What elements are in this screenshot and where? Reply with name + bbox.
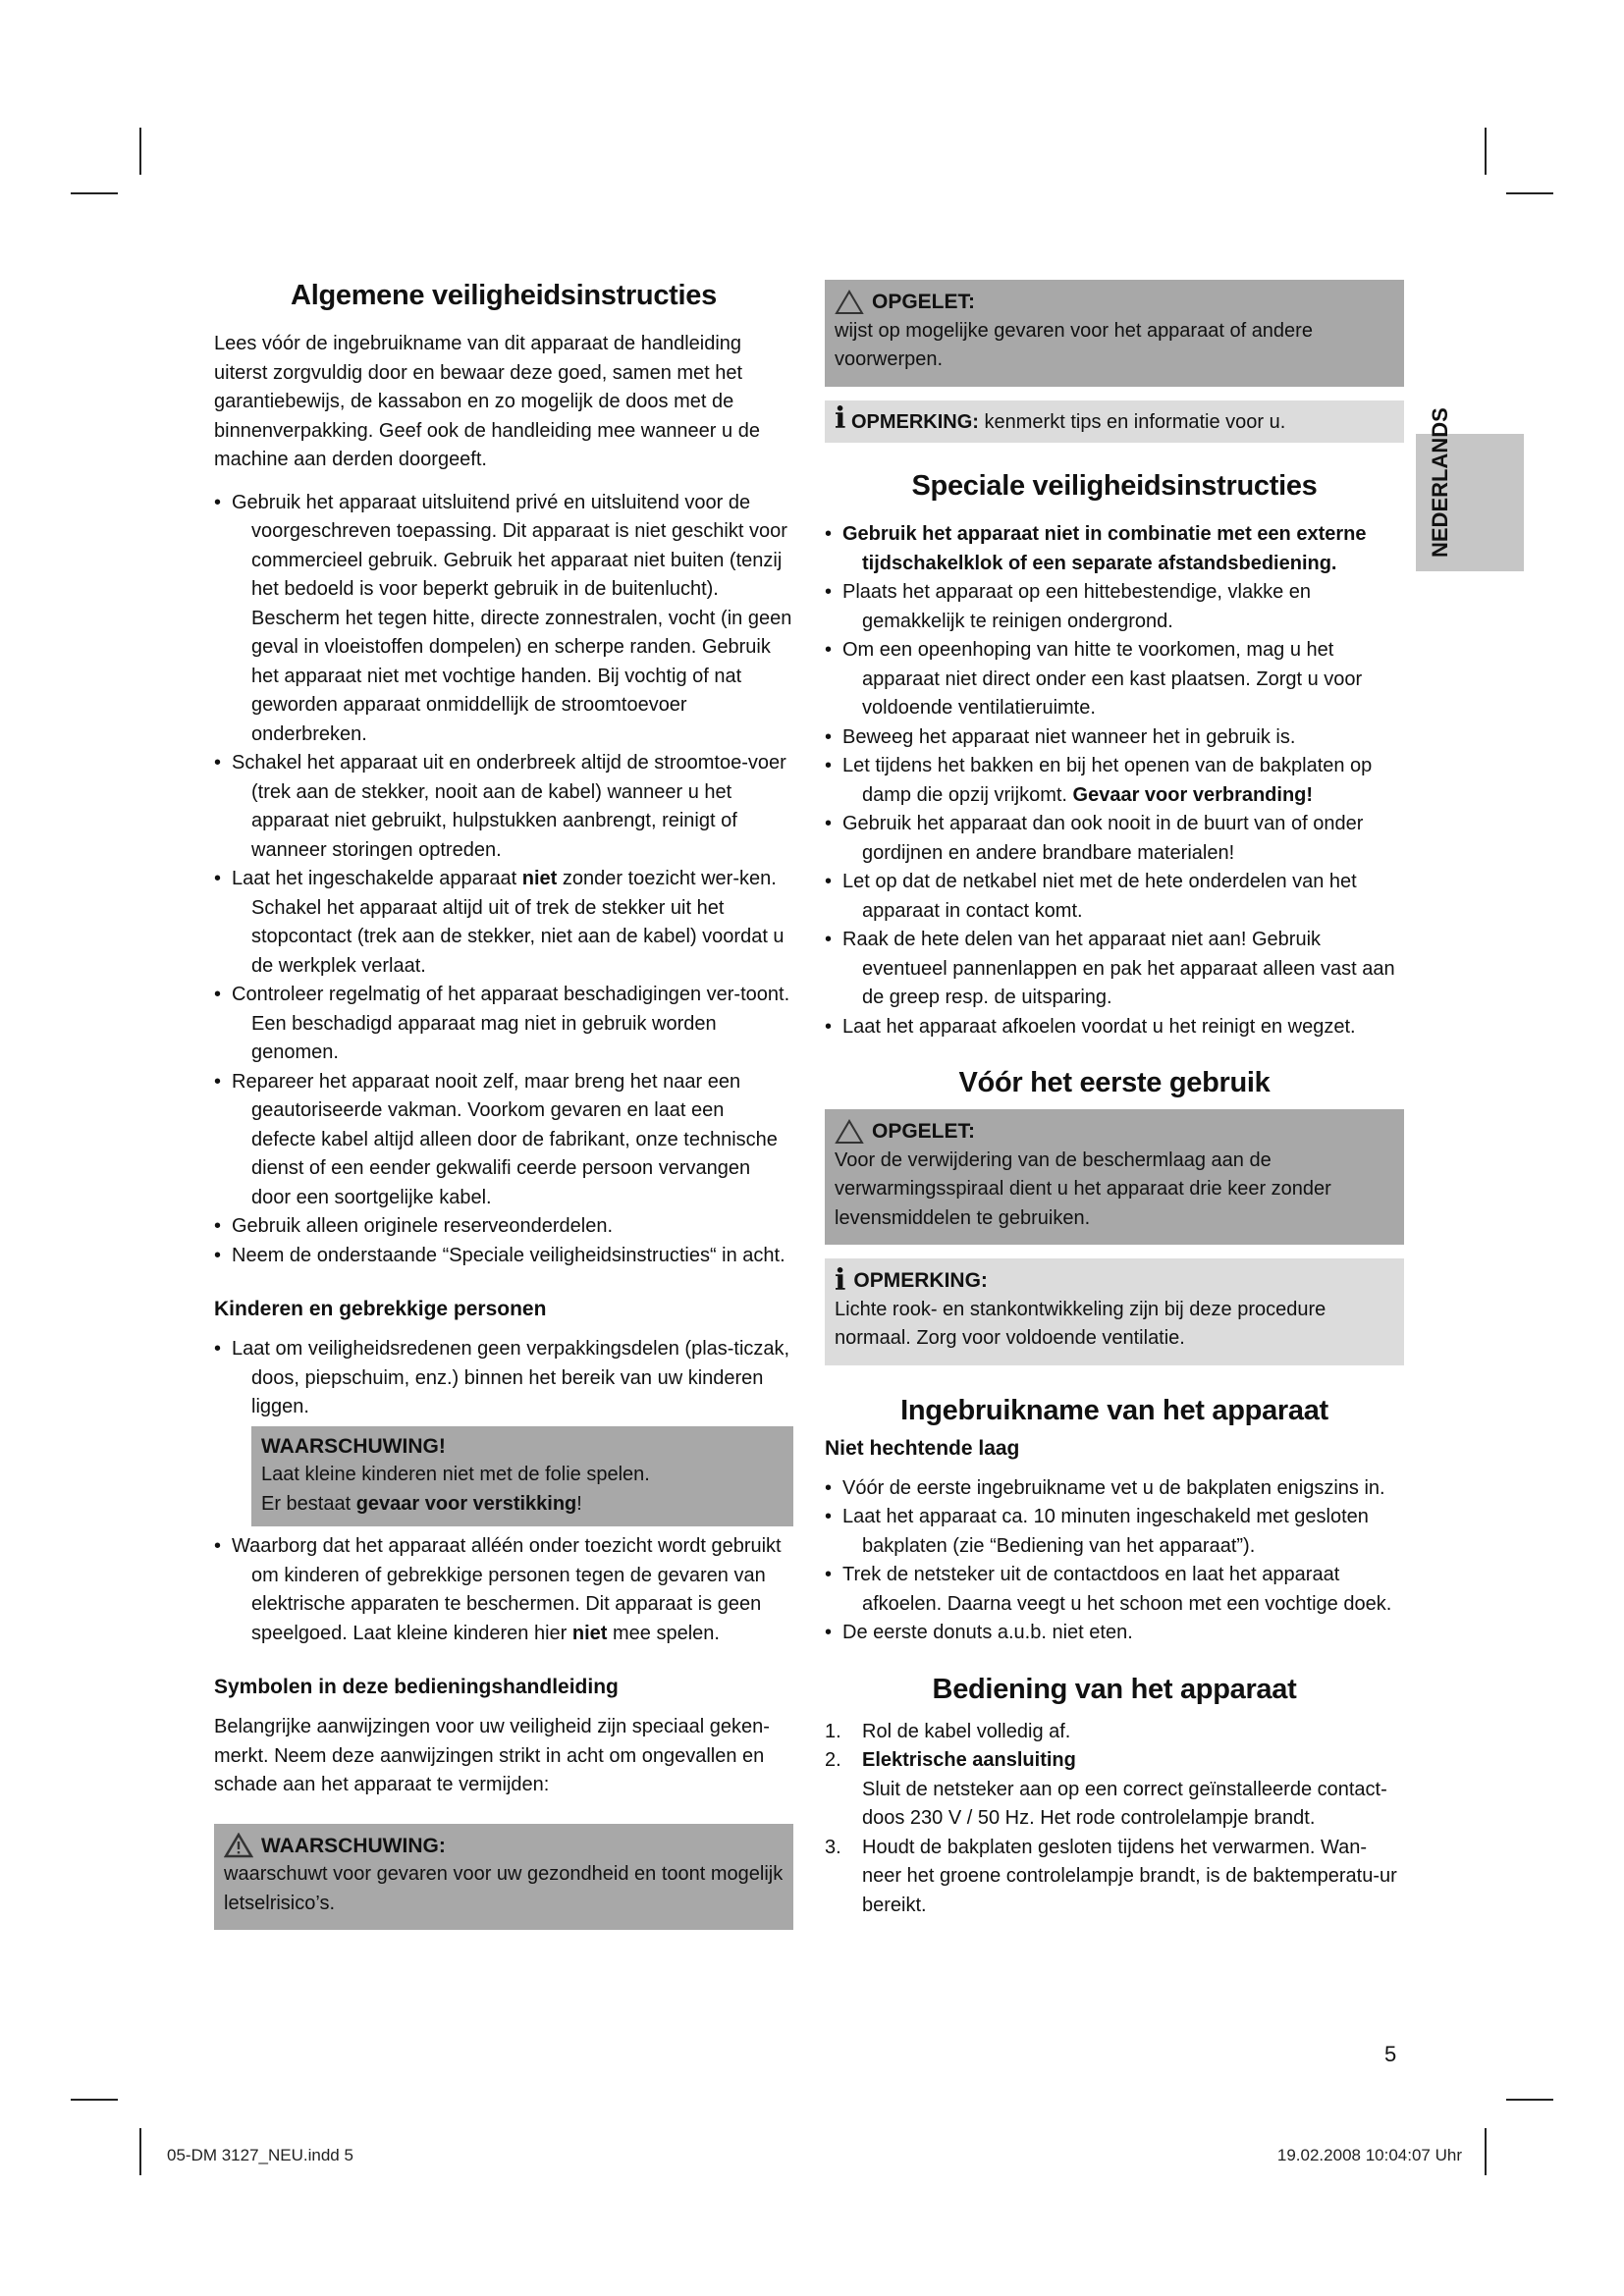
crop-mark bbox=[1506, 2099, 1553, 2101]
opgelet-title: OPGELET: bbox=[872, 291, 976, 313]
opmerking-title: OPMERKING: bbox=[853, 1269, 988, 1292]
step-item: 1. Rol de kabel volledig af. bbox=[825, 1720, 1071, 1742]
warning-title: WAARSCHUWING: bbox=[261, 1834, 446, 1857]
symbols-heading: Symbolen in deze bedieningshandleiding bbox=[214, 1676, 619, 1698]
list-item: • Gebruik het apparaat uitsluitend privé en uitsluitend voor de voorgeschreven toepassing. Dit apparaat is niet geschikt voor commercieel gebruik. Gebruik het apparaat niet buiten (tenzij het bedoeld is voor beperkt gebruik in de buitenlucht). Bescherm het tegen hitte, directe zonnestralen, vocht (in geen geval in vloeistoffen dompelen) en scherpe randen. Gebruik het apparaat niet met vochtige handen. Bij vochtig of nat geworden apparaat onmiddellijk de stroomtoevoer onderbreken. bbox=[214, 489, 793, 750]
caution-triangle-icon bbox=[835, 290, 864, 315]
list-item: • Laat het ingeschakelde apparaat niet zonder toezicht wer-ken. Schakel het apparaat altijd uit of trek de stekker uit het stopcontact (trek aan de stekker, niet aan de kabel) voordat u de werkplek verlaat. bbox=[214, 865, 793, 981]
list-item: • Vóór de eerste ingebruikname vet u de bakplaten enigszins in. bbox=[825, 1474, 1404, 1504]
general-safety-list bbox=[214, 489, 793, 1271]
first-use-heading: Vóór het eerste gebruik bbox=[958, 1067, 1271, 1098]
symbols-warning-box bbox=[214, 1824, 793, 1931]
first-use-opgelet-box bbox=[825, 1109, 1404, 1245]
operation-steps bbox=[825, 1718, 1404, 1921]
children-list-2 bbox=[214, 1532, 793, 1648]
list-item: • Gebruik het apparaat dan ook nooit in de buurt van of onder gordijnen en andere brandbare materialen! bbox=[825, 810, 1404, 868]
opmerking-text: kenmerkt tips en informatie voor u. bbox=[978, 410, 1286, 433]
crop-mark bbox=[71, 192, 118, 194]
list-item: • Controleer regelmatig of het apparaat beschadigingen ver-toont. Een beschadigd apparaat mag niet in gebruik worden genomen. bbox=[214, 981, 793, 1068]
crop-mark bbox=[1485, 128, 1487, 175]
crop-mark bbox=[71, 2099, 118, 2101]
startup-list bbox=[825, 1474, 1404, 1648]
opgelet-title: OPGELET: bbox=[872, 1120, 976, 1143]
page-number: 5 bbox=[1384, 2042, 1397, 2066]
startup-heading: Ingebruikname van het apparaat bbox=[900, 1394, 1328, 1426]
warning-title: WAARSCHUWING! bbox=[261, 1434, 446, 1458]
footer-filename: 05-DM 3127_NEU.indd 5 bbox=[167, 2146, 353, 2164]
children-list bbox=[214, 1335, 793, 1422]
special-safety-list bbox=[825, 520, 1404, 1041]
children-warning-box bbox=[251, 1426, 793, 1527]
warning-triangle-icon bbox=[224, 1833, 253, 1858]
list-item: • Laat om veiligheidsredenen geen verpakkingsdelen (plas-ticzak, doos, piepschuim, enz.) binnen het bereik van uw kinderen liggen. bbox=[214, 1335, 793, 1422]
children-heading: Kinderen en gebrekkige personen bbox=[214, 1298, 547, 1320]
warning-text: waarschuwt voor gevaren voor uw gezondheid en toont mogelijk letselrisico’s. bbox=[224, 1863, 784, 1914]
list-item: • Laat het apparaat afkoelen voordat u het reinigt en wegzet. bbox=[825, 1013, 1404, 1042]
list-item: • Beweeg het apparaat niet wanneer het in gebruik is. bbox=[825, 723, 1404, 753]
list-item: • De eerste donuts a.u.b. niet eten. bbox=[825, 1619, 1404, 1648]
operation-heading: Bediening van het apparaat bbox=[932, 1673, 1297, 1705]
opgelet-box bbox=[825, 280, 1404, 387]
crop-mark bbox=[139, 128, 141, 175]
crop-mark bbox=[139, 2128, 141, 2175]
step-item: 3. Houdt de bakplaten gesloten tijdens het verwarmen. Wan-neer het groene controlelampje brandt, is de baktemperatu-ur bereikt. bbox=[825, 1836, 1397, 1916]
right-column bbox=[825, 280, 1404, 1920]
info-icon: i bbox=[835, 1262, 846, 1298]
list-item: • Waarborg dat het apparaat alléén onder toezicht wordt gebruikt om kinderen of gebrekkige personen tegen de gevaren van elektrische apparaten te beschermen. Dit apparaat is geen speelgoed. Laat kleine kinderen hier niet mee spelen. bbox=[214, 1532, 793, 1648]
list-item: • Let tijdens het bakken en bij het openen van de bakplaten op damp die opzij vrijkomt. Gevaar voor verbranding! bbox=[825, 752, 1404, 810]
symbols-text: Belangrijke aanwijzingen voor uw veiligheid zijn speciaal geken-merkt. Neem deze aanwijzingen strikt in acht om ongevallen en schade aan het apparaat te vermijden: bbox=[214, 1716, 770, 1795]
warning-line: Laat kleine kinderen niet met de folie spelen. bbox=[261, 1464, 650, 1485]
crop-mark bbox=[1485, 2128, 1487, 2175]
special-safety-heading: Speciale veiligheidsinstructies bbox=[911, 470, 1318, 502]
list-item: • Gebruik het apparaat niet in combinatie met een externe tijdschakelklok of een separate afstandsbediening. bbox=[825, 520, 1404, 578]
list-item: • Neem de onderstaande “Speciale veiligheidsinstructies“ in acht. bbox=[214, 1242, 793, 1271]
first-use-opmerking-box bbox=[825, 1258, 1404, 1365]
footer-timestamp: 19.02.2008 10:04:07 Uhr bbox=[1276, 2146, 1462, 2164]
opmerking-text: Lichte rook- en stankontwikkeling zijn bij deze procedure normaal. Zorg voor voldoende ventilatie. bbox=[835, 1298, 1326, 1349]
language-tab bbox=[1416, 407, 1524, 571]
info-icon: i bbox=[835, 400, 846, 436]
opmerking-box bbox=[825, 400, 1404, 444]
step-item: 2. Elektrische aansluiting Sluit de netsteker aan op een correct geïnstalleerde contact-doos 230 V / 50 Hz. Het rode controlelampje brandt. bbox=[825, 1749, 1387, 1829]
list-item: • Schakel het apparaat uit en onderbreek altijd de stroomtoe-voer (trek aan de stekker, nooit aan de kabel) wanneer u het apparaat niet gebruikt, hulpstukken aanbrengt, reinigt of wanneer storingen optreden. bbox=[214, 749, 793, 865]
list-item: • Raak de hete delen van het apparaat niet aan! Gebruik eventueel pannenlappen en pak het apparaat alleen vast aan de greep resp. de uitsparing. bbox=[825, 926, 1404, 1013]
opmerking-title: OPMERKING: bbox=[850, 410, 979, 433]
list-item: • Trek de netsteker uit de contactdoos en laat het apparaat afkoelen. Daarna veegt u het schoon met een vochtige doek. bbox=[825, 1561, 1404, 1619]
list-item: • Repareer het apparaat nooit zelf, maar breng het naar een geautoriseerde vakman. Voorkom gevaren en laat een defecte kabel altijd alleen door de fabrikant, onze technische dienst of een eender gekwalifi ceerde persoon vervangen door een soortgelijke kabel. bbox=[214, 1068, 793, 1213]
general-intro: Lees vóór de ingebruikname van dit apparaat de handleiding uiterst zorgvuldig door en bewaar deze goed, samen met het garantiebewijs, de kassabon en zo mogelijk de doos met de binnenverpakking. Geef ook de handleiding mee wanneer u de machine aan derden doorgeeft. bbox=[214, 333, 760, 470]
crop-mark bbox=[1506, 192, 1553, 194]
general-safety-heading: Algemene veiligheidsinstructies bbox=[291, 280, 717, 311]
list-item: • Laat het apparaat ca. 10 minuten ingeschakeld met gesloten bakplaten (zie “Bediening van het apparaat”). bbox=[825, 1503, 1404, 1561]
list-item: • Let op dat de netkabel niet met de hete onderdelen van het apparaat in contact komt. bbox=[825, 868, 1404, 926]
list-item: • Om een opeenhoping van hitte te voorkomen, mag u het apparaat niet direct onder een kast plaatsen. Zorgt u voor voldoende ventilatieruimte. bbox=[825, 636, 1404, 723]
opgelet-text: Voor de verwijdering van de beschermlaag aan de verwarmingsspiraal dient u het apparaat drie keer zonder levensmiddelen te gebruiken. bbox=[835, 1148, 1331, 1229]
left-column bbox=[214, 280, 793, 1951]
opgelet-text: wijst op mogelijke gevaren voor het apparaat of andere voorwerpen. bbox=[835, 319, 1313, 370]
language-label: NEDERLANDS bbox=[1428, 407, 1452, 558]
list-item: • Gebruik alleen originele reserveonderdelen. bbox=[214, 1212, 793, 1242]
startup-subheading: Niet hechtende laag bbox=[825, 1436, 1020, 1460]
warning-line: Er bestaat gevaar voor verstikking! bbox=[261, 1492, 582, 1515]
list-item: • Plaats het apparaat op een hittebestendige, vlakke en gemakkelijk te reinigen ondergrond. bbox=[825, 578, 1404, 636]
caution-triangle-icon bbox=[835, 1119, 864, 1145]
